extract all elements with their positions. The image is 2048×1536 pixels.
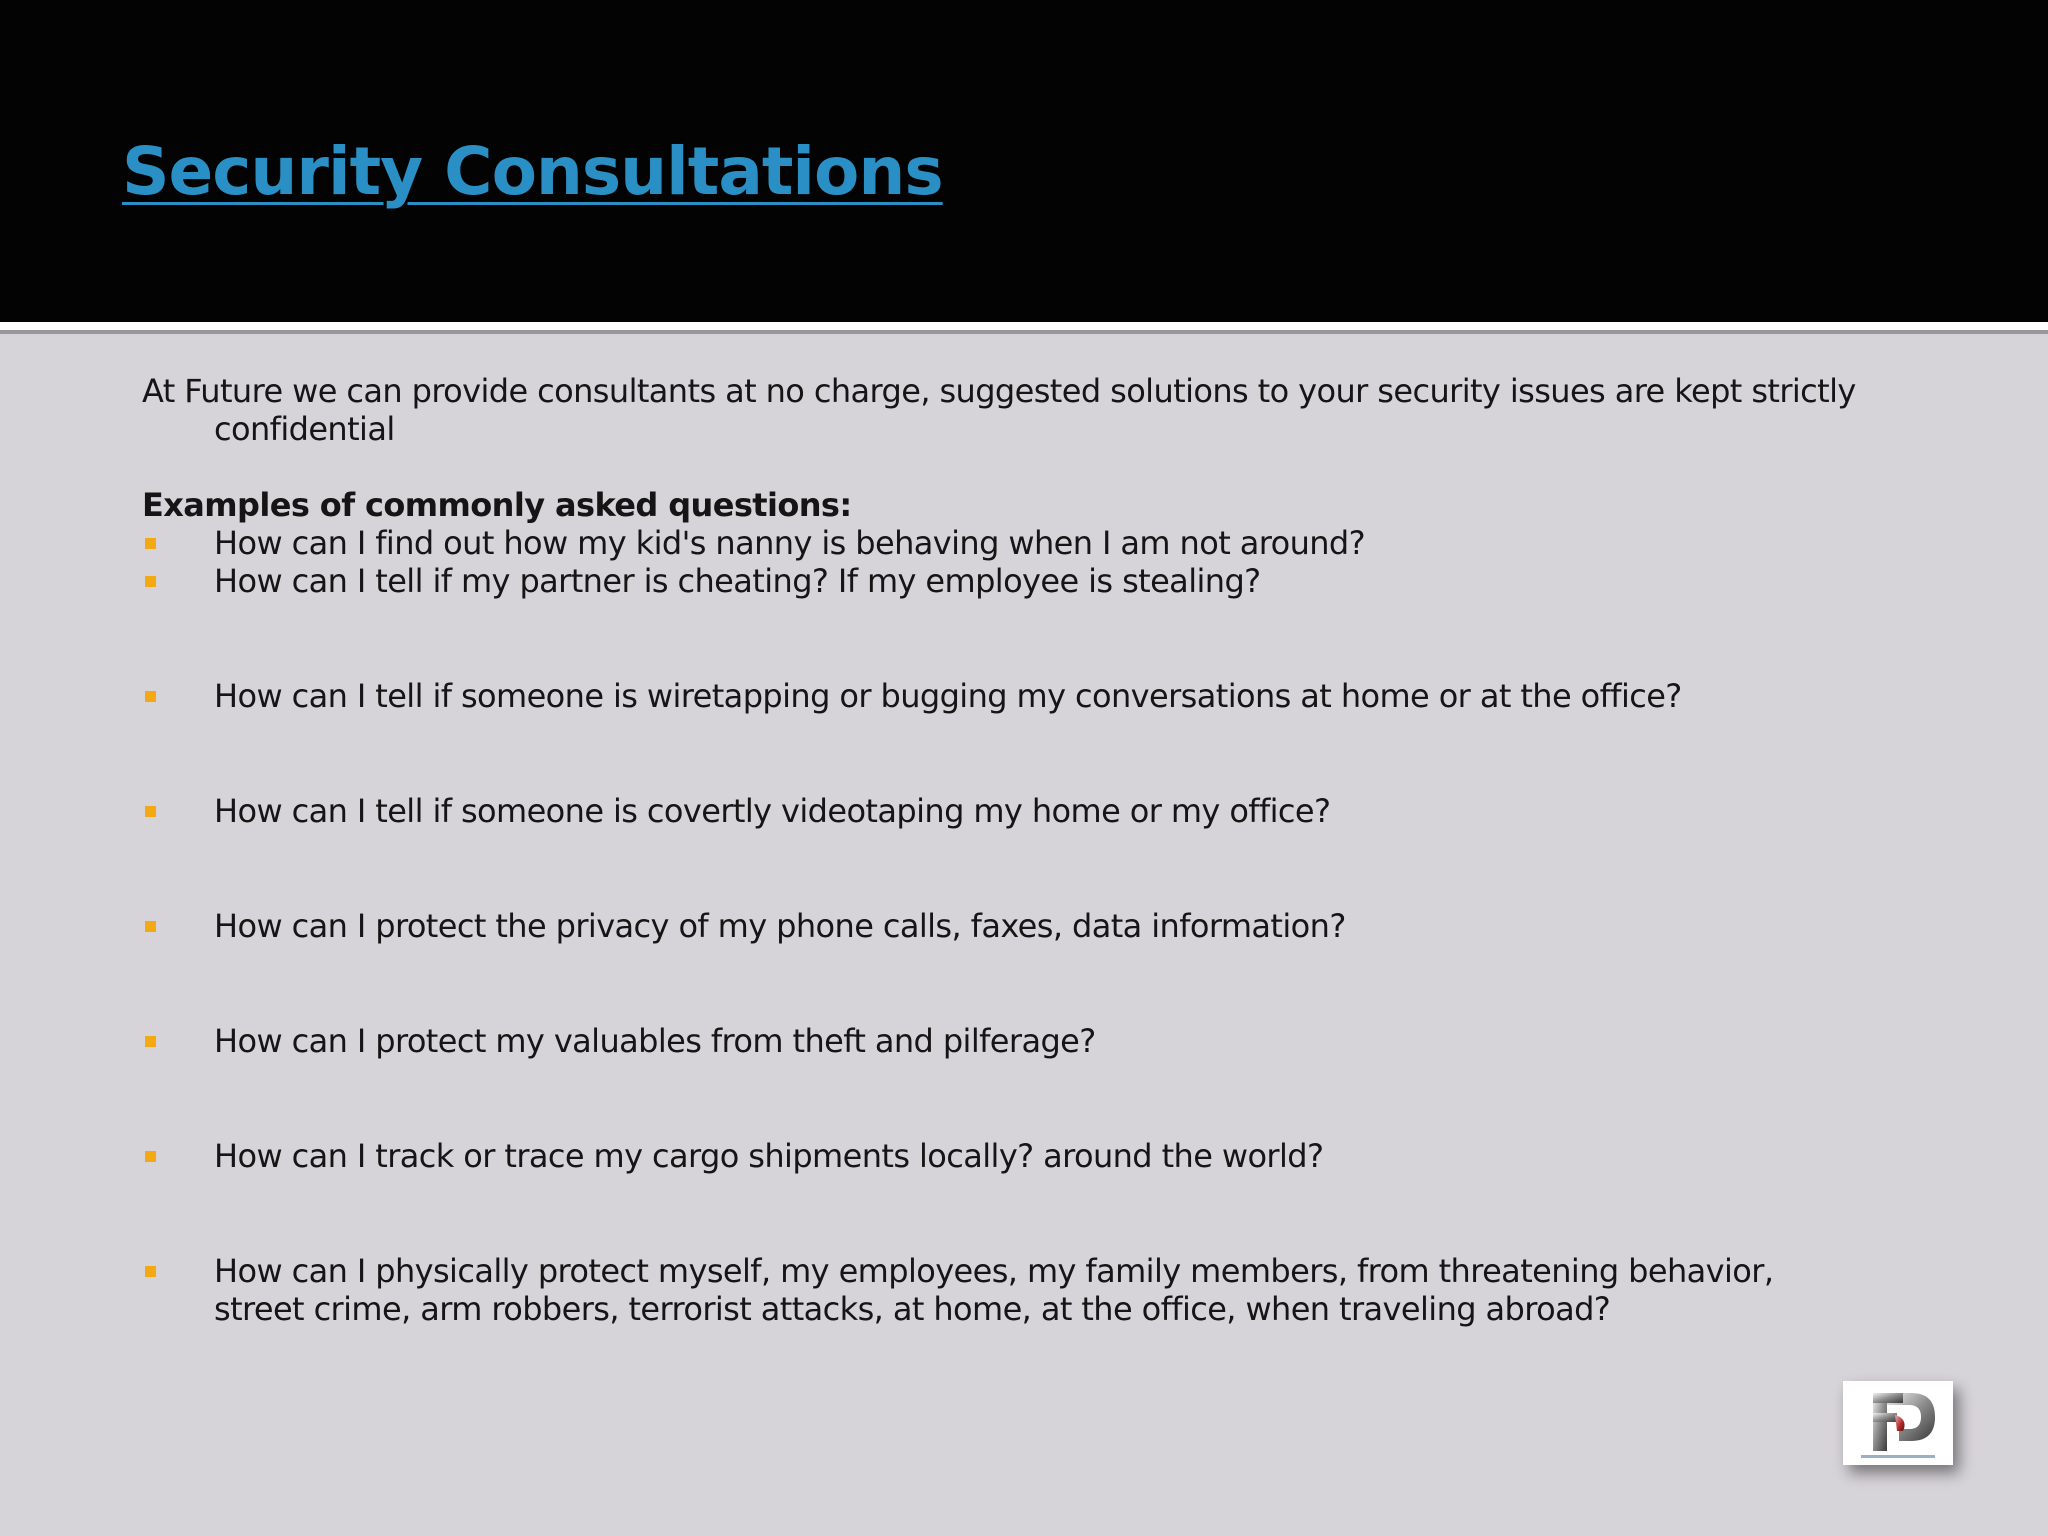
square-bullet-icon (145, 921, 156, 932)
list-item (142, 907, 1862, 945)
square-bullet-icon (145, 1036, 156, 1047)
question-text: How can I find out how my kid's nanny is behaving when I am not around? (214, 524, 1366, 562)
question-text: How can I tell if someone is wiretapping or bugging my conversations at home or at the office? (214, 677, 1682, 715)
examples-heading: Examples of commonly asked questions: (142, 486, 852, 524)
square-bullet-icon (145, 576, 156, 587)
square-bullet-icon (145, 1151, 156, 1162)
square-bullet-icon (145, 691, 156, 702)
list-item (142, 1252, 1862, 1328)
question-text: How can I protect my valuables from theft and pilferage? (214, 1022, 1096, 1060)
header-divider (0, 322, 2048, 330)
company-logo (1843, 1381, 1953, 1465)
list-item (142, 1137, 1862, 1175)
list-item (142, 677, 1862, 715)
square-bullet-icon (145, 538, 156, 549)
fp-logo-icon (1843, 1381, 1953, 1465)
question-text: How can I tell if someone is covertly videotaping my home or my office? (214, 792, 1331, 830)
square-bullet-icon (145, 1266, 156, 1277)
header-divider-shadow (0, 330, 2048, 334)
list-item (142, 562, 1862, 600)
question-text: How can I physically protect myself, my employees, my family members, from threatening behavior, street crime, arm robbers, terrorist attacks, at home, at the office, when traveling abroad? (214, 1252, 1774, 1328)
question-text: How can I protect the privacy of my phone calls, faxes, data information? (214, 907, 1346, 945)
square-bullet-icon (145, 806, 156, 817)
intro-text: At Future we can provide consultants at no charge, suggested solutions to your security issues are kept strictly confidential (142, 372, 1856, 448)
slide-title: Security Consultations (122, 133, 943, 210)
list-item (142, 792, 1862, 830)
list-item (142, 524, 1862, 562)
slide-body (142, 372, 1862, 1328)
question-text: How can I tell if my partner is cheating? If my employee is stealing? (214, 562, 1261, 600)
question-text: How can I track or trace my cargo shipments locally? around the world? (214, 1137, 1324, 1175)
list-item (142, 1022, 1862, 1060)
